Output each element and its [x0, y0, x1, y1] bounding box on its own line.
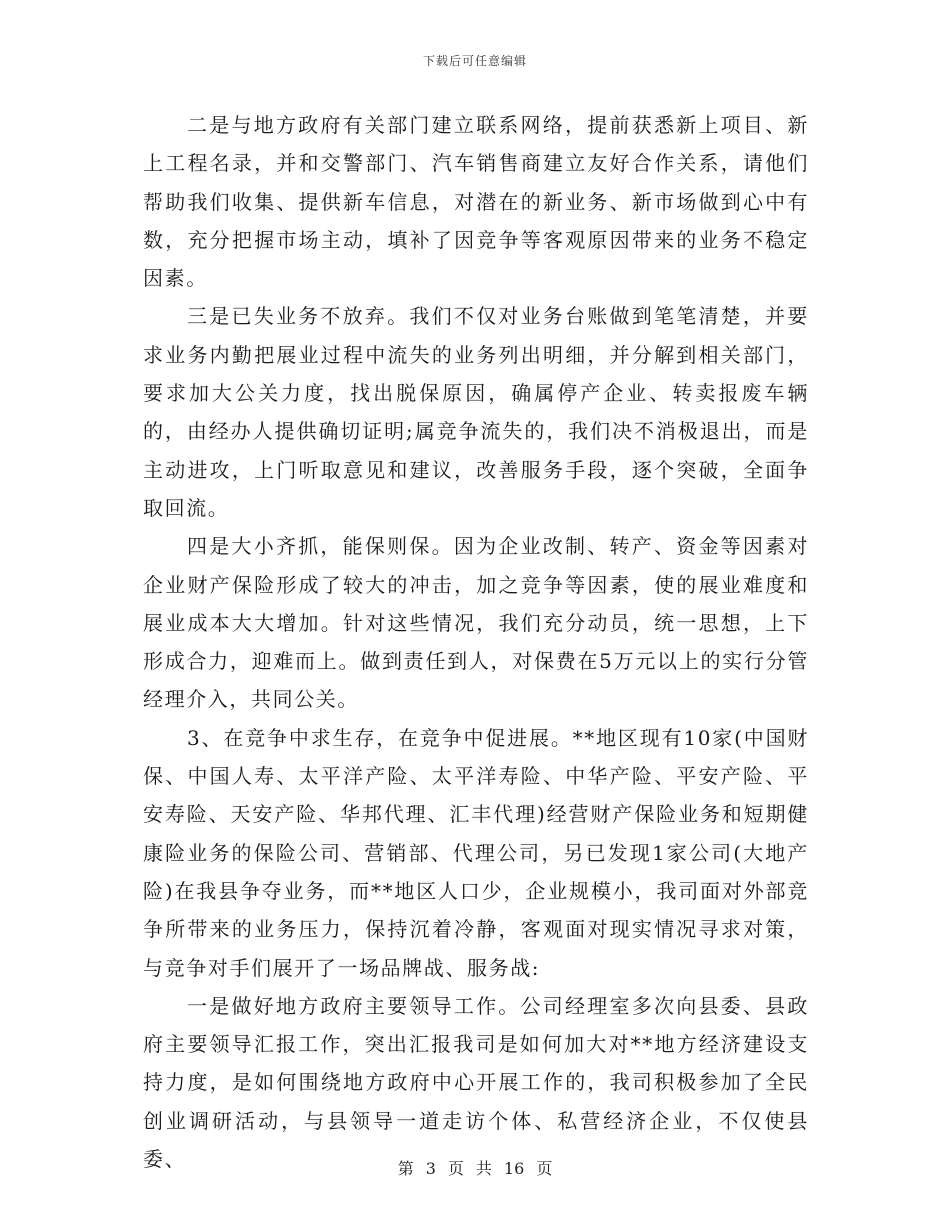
footer-prefix: 第 [397, 1159, 414, 1178]
footer-page-word: 页 [447, 1159, 464, 1178]
document-body [143, 106, 809, 1178]
footer-suffix: 页 [536, 1159, 553, 1178]
paragraph: 三是已失业务不放弃。我们不仅对业务台账做到笔笔清楚，并要求业务内勤把展业过程中流失的业务列出明细，并分解到相关部门，要求加大公关力度，找出脱保原因，确属停产企业、转卖报废车辆的，由经办人提供确切证明;属竞争流失的，我们决不消极退出，而是主动进攻，上门听取意见和建议，改善服务手段，逐个突破，全面争取回流。 [143, 304, 809, 520]
current-page-number: 3 [425, 1159, 436, 1178]
paragraph: 二是与地方政府有关部门建立联系网络，提前获悉新上项目、新上工程名录，并和交警部门、汽车销售商建立友好合作关系，请他们帮助我们收集、提供新车信息，对潜在的新业务、新市场做到心中有数，充分把握市场主动，填补了因竞争等客观原因带来的业务不稳定因素。 [143, 113, 809, 291]
page-footer [0, 1156, 950, 1179]
page-header: 下载后可任意编辑 [422, 54, 527, 68]
footer-total-word: 共 [475, 1159, 492, 1178]
paragraph: 四是大小齐抓，能保则保。因为企业改制、转产、资金等因素对企业财产保险形成了较大的冲击，加之竞争等因素，使的展业难度和展业成本大大增加。针对这些情况，我们充分动员，统一思想，上下形成合力，迎难而上。做到责任到人，对保费在5万元以上的实行分管经理介入，共同公关。 [143, 534, 809, 712]
paragraph: 一是做好地方政府主要领导工作。公司经理室多次向县委、县政府主要领导汇报工作，突出汇报我司是如何加大对**地方经济建设支持力度，是如何围绕地方政府中心开展工作的，我司积极参加了全民创业调研活动，与县领导一道走访个体、私营经济企业，不仅使县委、 [143, 993, 809, 1172]
total-pages-number: 16 [503, 1159, 525, 1178]
paragraph: 3、在竞争中求生存，在竞争中促进展。**地区现有10家(中国财保、中国人寿、太平洋产险、太平洋寿险、中华产险、平安产险、平安寿险、天安产险、华邦代理、汇丰代理)经营财产保险业务和短期健康险业务的保险公司、营销部、代理公司，另已发现1家公司(大地产险)在我县争夺业务，而**地区人口少，企业规模小，我司面对外部竞争所带来的业务压力，保持沉着冷静，客观面对现实情况寻求对策，与竞争对手们展开了一场品牌战、服务战: [143, 725, 809, 980]
